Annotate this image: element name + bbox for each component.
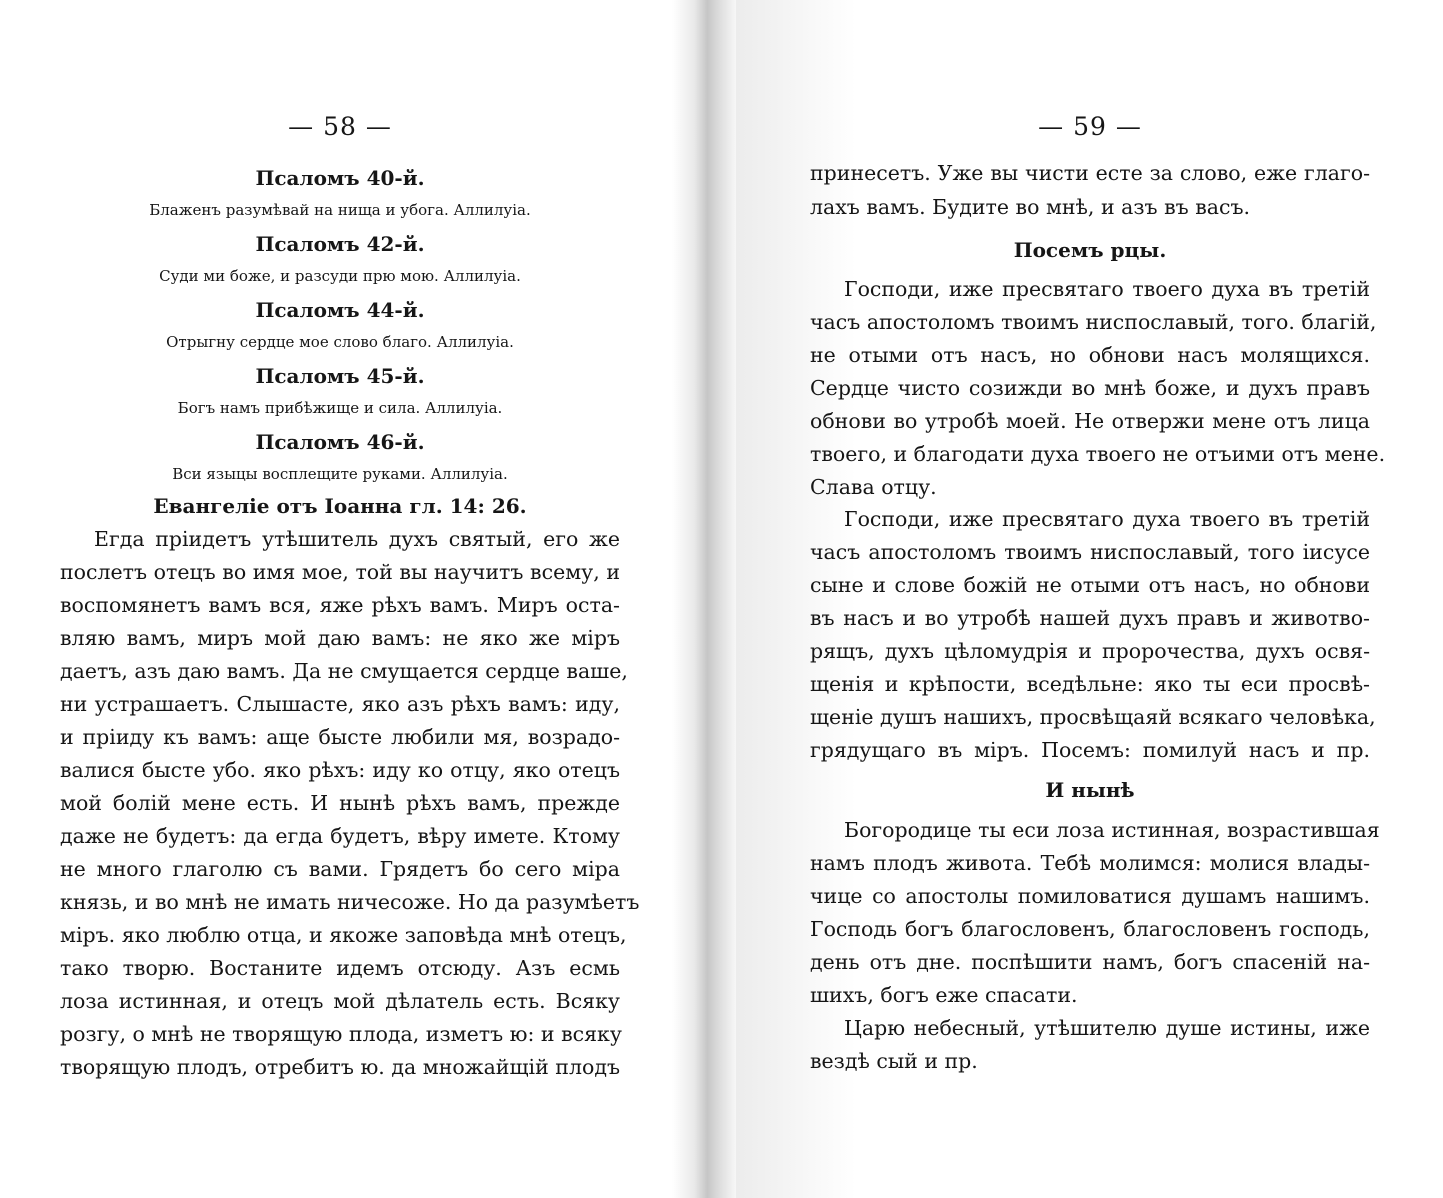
gospel-line: валися бысте убо. яко рѣхъ: иду ко отцу, яко отецъ [60,758,620,782]
prayer-line: щеніе душъ нашихъ, просвѣщаяй всякаго человѣка, [810,705,1376,729]
gospel-line: воспомянетъ вамъ вся, яже рѣхъ вамъ. Миръ оста- [60,593,620,617]
gospel-line: лоза истинная, и отецъ мой дѣлатель есть. Всяку [60,989,620,1013]
psalm-verse: Суди ми боже, и разсуди прю мою. Аллилуіа. [159,267,521,285]
gospel-line: розгу, о мнѣ не творящую плода, изметъ ю: и всяку [60,1022,622,1046]
psalm-title: Псаломъ 45-й. [255,364,425,388]
theotokion-line: день отъ дне. поспѣшити намъ, богъ спасеній на- [810,950,1370,974]
gospel-line: послетъ отецъ во имя мое, той вы научитъ всему, и [60,560,620,584]
gospel-line: не много глаголю съ вами. Грядетъ бо сего міра [60,857,620,881]
prayer-line: не отыми отъ насъ, но обнови насъ молящихся. [810,343,1370,367]
theotokion-line: намъ плодъ живота. Тебѣ молимся: молися влады- [810,851,1370,875]
theotokion-line: шихъ, богъ еже спасати. [810,983,1078,1007]
gospel-line: міръ. яко люблю отца, и якоже заповѣда мнѣ отецъ, [60,923,627,947]
text-line: лахъ вамъ. Будите во мнѣ, и азъ въ васъ. [810,195,1250,219]
theotokion-line: чице со апостолы помиловатися душамъ нашимъ. [810,884,1370,908]
prayer-line: щенія и крѣпости, вседѣльне: яко ты еси просвѣ- [810,672,1370,696]
psalm-title: Псаломъ 44-й. [255,298,425,322]
prayer-line: въ насъ и во утробѣ нашей духъ правъ и животво- [810,606,1370,630]
gospel-line: даетъ, азъ даю вамъ. Да не смущается сердце ваше, [60,659,628,683]
prayer-line: рящъ, духъ цѣломудрія и пророчества, духъ освя- [810,639,1370,663]
prayer-line: вездѣ сый и пр. [810,1049,978,1073]
page-number: — 58 — [288,112,392,141]
book-gutter [672,0,736,1198]
psalm-verse: Блаженъ разумѣвай на нища и убога. Аллилуіа. [149,201,531,219]
gospel-line: Егда пріидетъ утѣшитель духъ святый, его же [94,527,620,551]
prayer-line: грядущаго въ міръ. Посемъ: помилуй насъ и пр. [810,738,1370,762]
section-title: Посемъ рцы. [1013,238,1167,262]
prayer-line: Господи, иже пресвятаго духа твоего въ третій [844,507,1370,531]
gospel-line: ни устрашаетъ. Слышасте, яко азъ рѣхъ вамъ: иду, [60,692,620,716]
prayer-line: Сердце чисто созижди во мнѣ боже, и духъ правъ [810,376,1370,400]
gospel-line: вляю вамъ, миръ мой даю вамъ: не яко же міръ [60,626,620,650]
gospel-line: тако творю. Востаните идемъ отсюду. Азъ есмь [60,956,620,980]
prayer-line: Господи, иже пресвятаго твоего духа въ третій [844,277,1370,301]
text-line: принесетъ. Уже вы чисти есте за слово, еже глаго- [810,161,1370,185]
gospel-line: мой болій мене есть. И нынѣ рѣхъ вамъ, прежде [60,791,620,815]
psalm-title: Псаломъ 46-й. [255,430,425,454]
page-number: — 59 — [1038,112,1142,141]
psalm-verse: Вси языцы восплещите руками. Аллилуіа. [172,465,508,483]
gospel-line: даже не будетъ: да егда будетъ, вѣру имете. Ктому [60,824,620,848]
prayer-line: Царю небесный, утѣшителю душе истины, иже [844,1016,1370,1040]
gospel-line: и пріиду къ вамъ: аще бысте любили мя, возрадо- [60,725,620,749]
prayer-line: часъ апостоломъ твоимъ ниспославый, того. благій, [810,310,1377,334]
gospel-line: творящую плодъ, отребитъ ю. да множайщій плодъ [60,1055,620,1079]
prayer-line: Слава отцу. [810,475,937,499]
prayer-line: сыне и слове божій не отыми отъ насъ, но обнови [810,573,1370,597]
gospel-title: Евангеліе отъ Іоанна гл. 14: 26. [153,494,527,518]
theotokion-line: Господь богъ благословенъ, благословенъ господь, [810,917,1370,941]
prayer-line: твоего, и благодати духа твоего не отъими отъ мене. [810,442,1386,466]
section-title: И нынѣ [1045,778,1135,802]
prayer-line: часъ апостоломъ твоимъ ниспославый, того іисусе [810,540,1370,564]
prayer-line: обнови во утробѣ моей. Не отвержи мене отъ лица [810,409,1370,433]
psalm-verse: Отрыгну сердце мое слово благо. Аллилуіа. [166,333,514,351]
theotokion-line: Богородице ты еси лоза истинная, возрастившая [844,818,1380,842]
gospel-line: князь, и во мнѣ не имать ничесоже. Но да разумѣетъ [60,890,640,914]
psalm-title: Псаломъ 42-й. [255,232,425,256]
psalm-title: Псаломъ 40-й. [255,166,425,190]
psalm-verse: Богъ намъ прибѣжище и сила. Аллилуіа. [177,399,503,417]
